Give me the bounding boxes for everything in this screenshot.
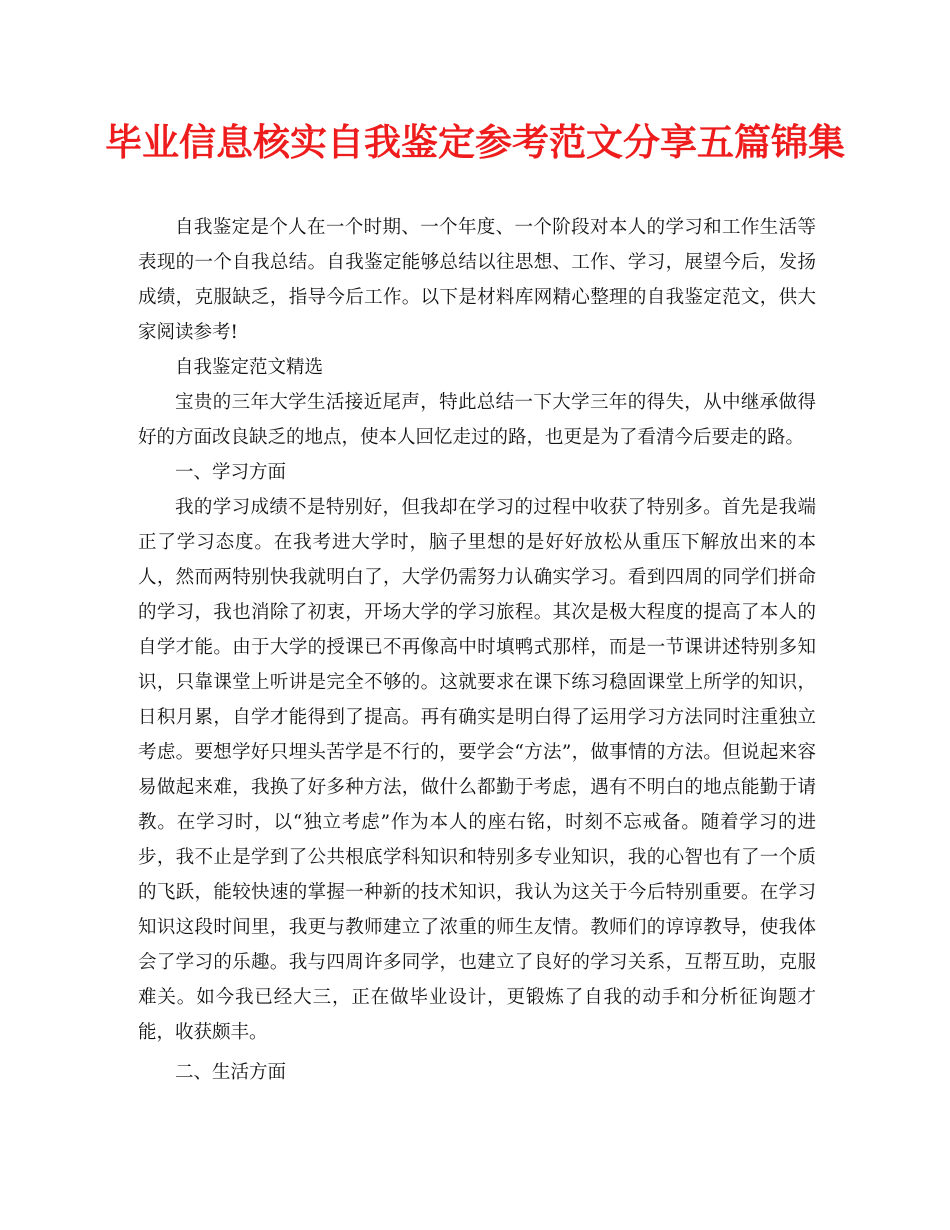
intro-paragraph: 自我鉴定是个人在一个时期、一个年度、一个阶段对本人的学习和工作生活等表现的一个自我总结。自我鉴定能够总结以往思想、工作、学习，展望今后，发扬成绩，克服缺乏，指导今后工作。以下是材料库网精心整理的自我鉴定范文，供大家阅读参考! — [138, 217, 816, 343]
section-heading: 二、生活方面 — [175, 1062, 287, 1083]
body-paragraph: 宝贵的三年大学生活接近尾声，特此总结一下大学三年的得失，从中继承做得好的方面改良缺乏的地点，使本人回忆走过的路，也更是为了看清今后要走的路。 — [138, 392, 816, 448]
document-title: 毕业信息核实自我鉴定参考范文分享五篇锦集 — [105, 121, 845, 164]
section-heading: 自我鉴定范文精选 — [175, 357, 324, 378]
section-heading: 一、学习方面 — [175, 462, 287, 483]
document-body — [138, 210, 816, 1090]
body-paragraph: 我的学习成绩不是特别好，但我却在学习的过程中收获了特别多。首先是我端正了学习态度。在我考进大学时，脑子里想的是好好放松从重压下解放出来的本人，然而两特别快我就明白了，大学仍需努力认确实学习。看到四周的同学们拼命的学习，我也消除了初衷，开场大学的学习旅程。其次是极大程度的提高了本人的自学才能。由于大学的授课已不再像高中时填鸭式那样，而是一节课讲述特别多知识，只靠课堂上听讲是完全不够的。这就要求在课下练习稳固课堂上所学的知识，日积月累，自学才能得到了提高。再有确实是明白得了运用学习方法同时注重独立考虑。要想学好只埋头苦学是不行的，要学会“方法”，做事情的方法。但说起来容易做起来难，我换了好多种方法，做什么都勤于考虑，遇有不明白的地点能勤于请教。在学习时，以“独立考虑”作为本人的座右铭，时刻不忘戒备。随着学习的进步，我不止是学到了公共根底学科知识和特别多专业知识，我的心智也有了一个质的飞跃，能较快速的掌握一种新的技术知识，我认为这关于今后特别重要。在学习知识这段时间里，我更与教师建立了浓重的师生友情。教师们的谆谆教导，使我体会了学习的乐趣。我与四周许多同学，也建立了良好的学习关系，互帮互助，克服难关。如今我已经大三，正在做毕业设计，更锻炼了自我的动手和分析征询题才能，收获颇丰。 — [138, 497, 816, 1043]
